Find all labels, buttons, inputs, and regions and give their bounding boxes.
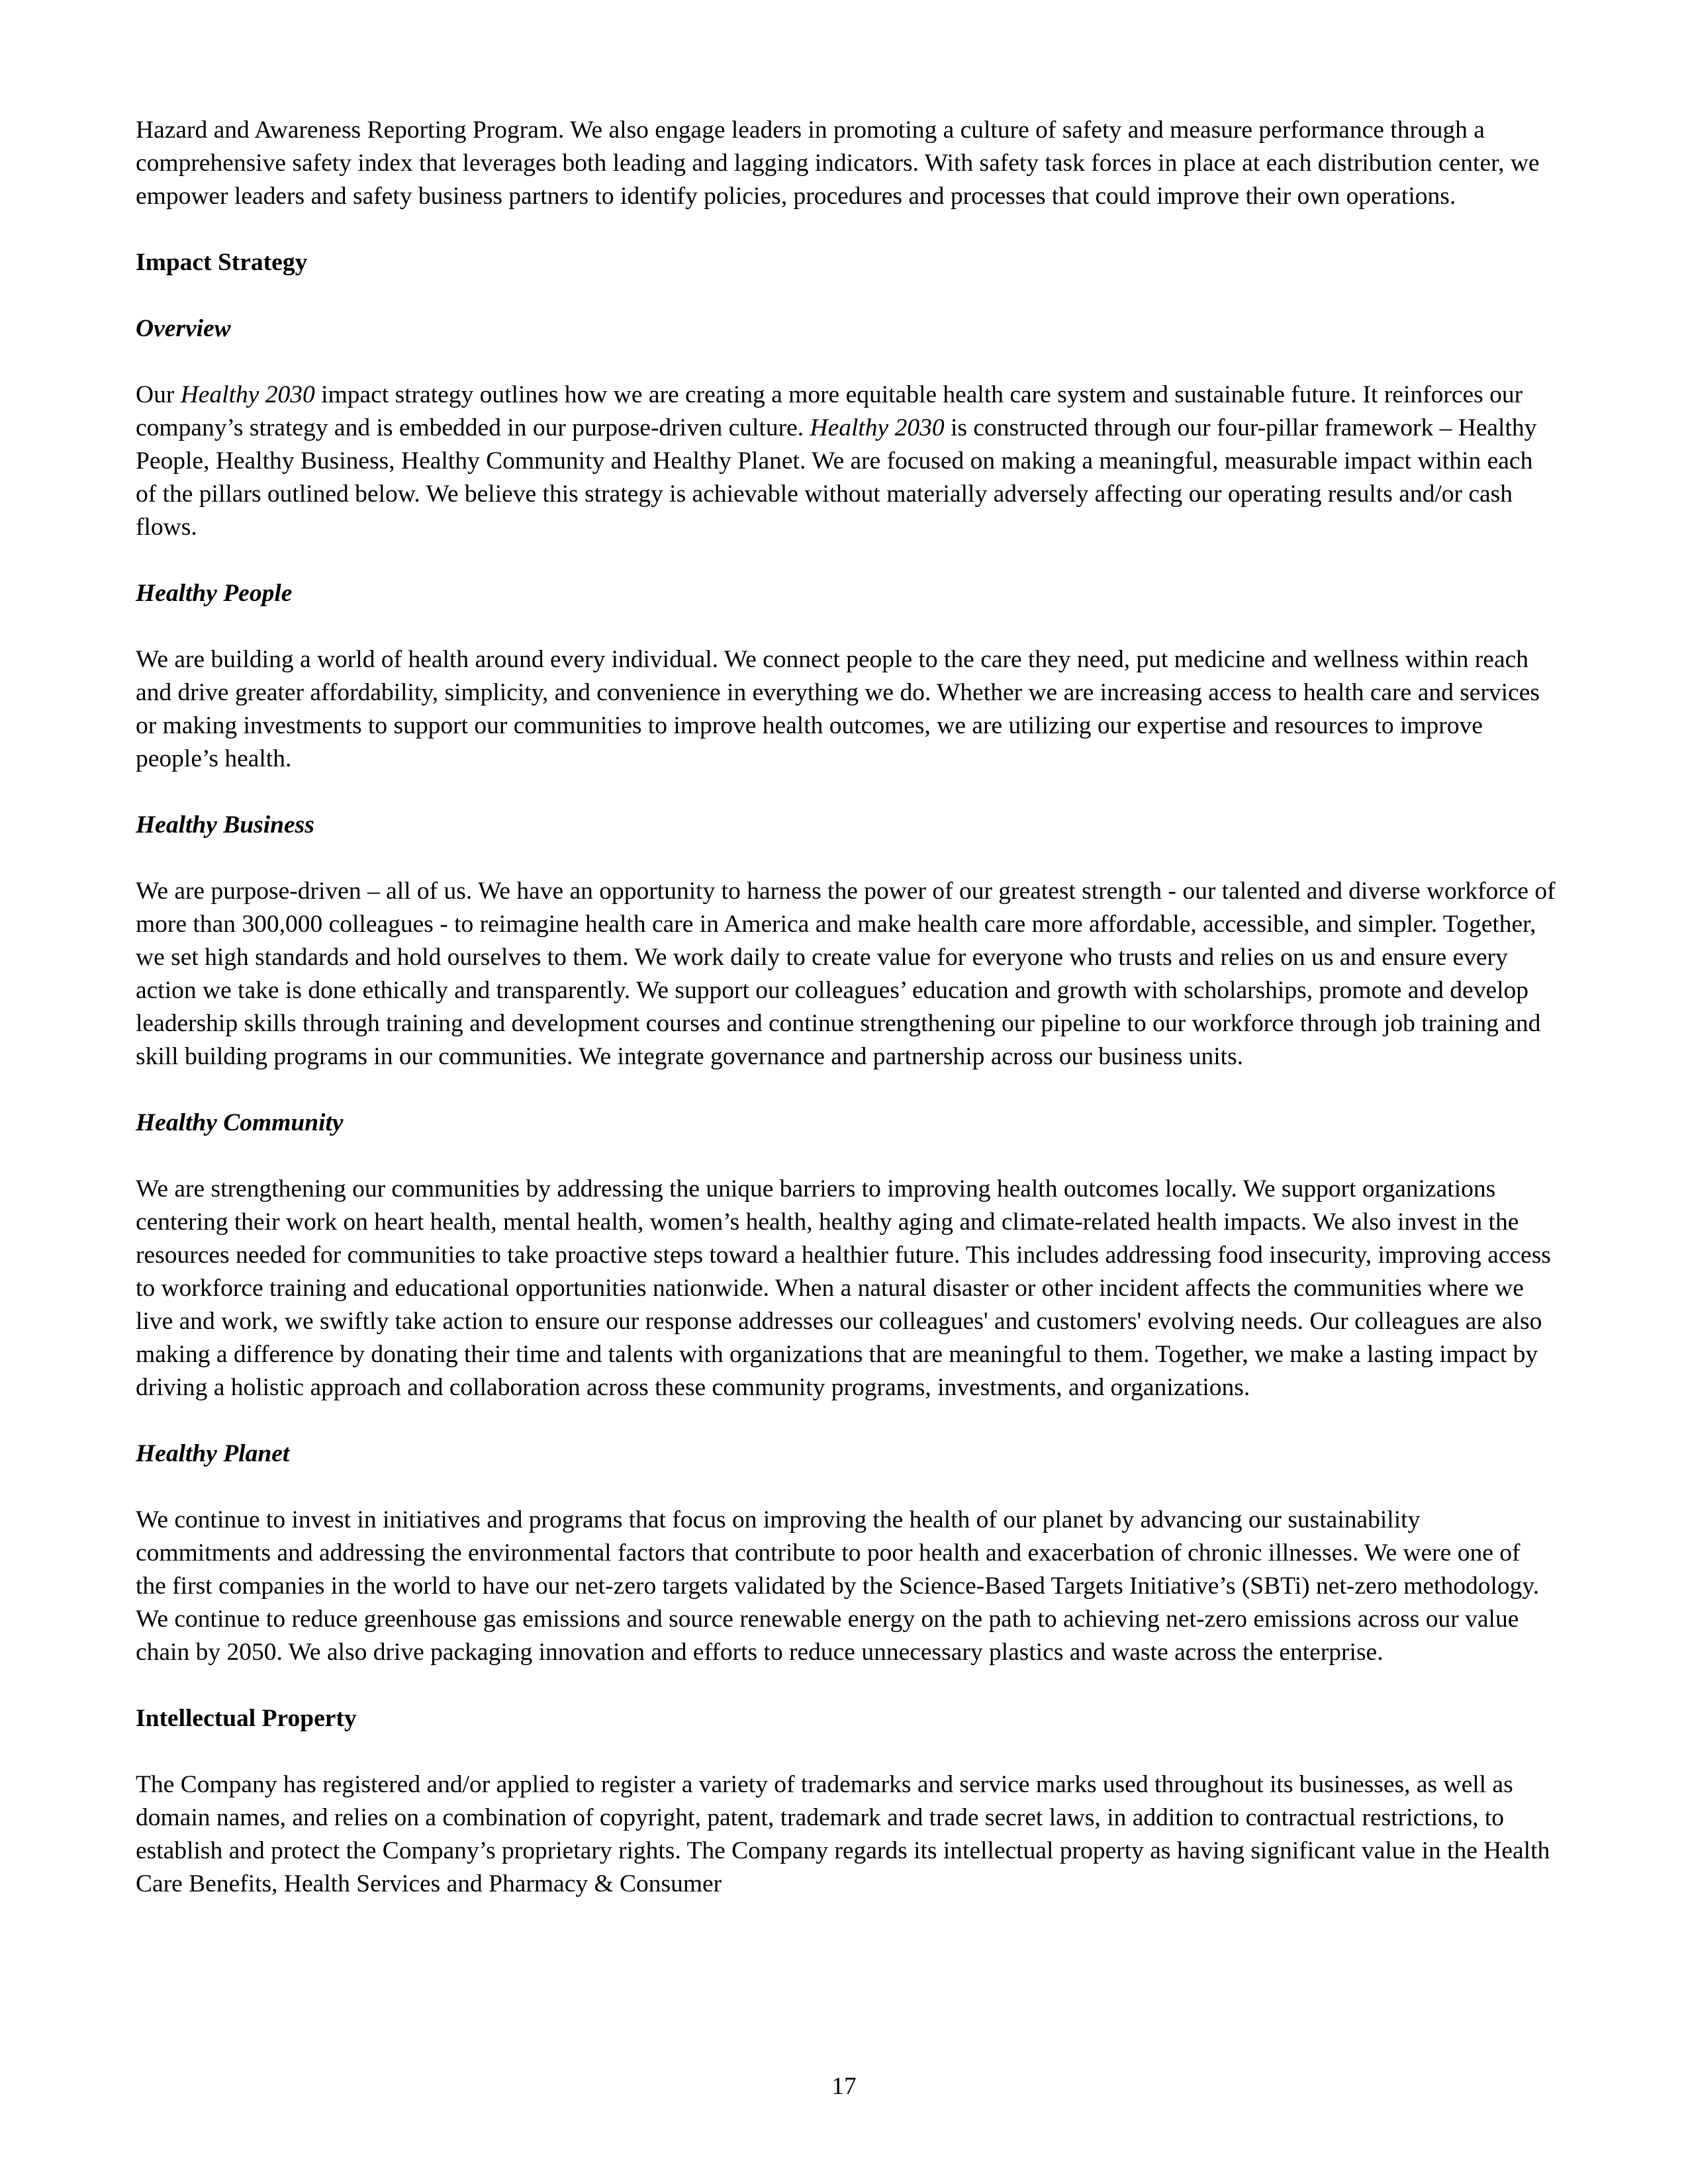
healthy-community-heading: Healthy Community xyxy=(136,1109,344,1136)
healthy-people-heading: Healthy People xyxy=(136,580,293,607)
page-number: 17 xyxy=(831,2073,857,2100)
healthy-community-paragraph: We are strengthening our communities by addressing the unique barriers to improving health outcomes locally. We support organizations centering their work on heart health, mental health, women’s health, healthy aging and climate-related health impacts. We also invest in the resources needed for communities to take proactive steps toward a healthier future. This includes addressing food insecurity, improving access to workforce training and educational opportunities nationwide. When a natural disaster or other incident affects the communities where we live and work, we swiftly take action to ensure our response addresses our colleagues' and customers' evolving needs. Our colleagues are also making a difference by donating their time and talents with organizations that are meaningful to them. Together, we make a lasting impact by driving a holistic approach and collaboration across these community programs, investments, and organizations. xyxy=(136,1175,1551,1401)
intellectual-property-paragraph: The Company has registered and/or applied to register a variety of trademarks and service marks used throughout its businesses, as well as domain names, and relies on a combination of copyright, patent, trademark and trade secret laws, in addition to contractual restrictions, to establish and protect the Company’s proprietary rights. The Company regards its intellectual property as having significant value in the Health Care Benefits, Health Services and Pharmacy & Consumer xyxy=(136,1771,1550,1897)
healthy-business-paragraph: We are purpose-driven – all of us. We have an opportunity to harness the power of our greatest strength - our talented and diverse workforce of more than 300,000 colleagues - to reimagine health care in America and make health care more affordable, accessible, and simpler. Together, we set high standards and hold ourselves to them. We work daily to create value for everyone who trusts and relies on us and ensure every action we take is done ethically and transparently. We support our colleagues’ education and growth with scholarships, promote and develop leadership skills through training and development courses and continue strengthening our pipeline to our workforce through job training and skill building programs in our communities. We integrate governance and partnership across our business units. xyxy=(136,878,1556,1070)
healthy-business-heading: Healthy Business xyxy=(136,811,314,839)
overview-paragraph xyxy=(136,379,1556,544)
document-page xyxy=(136,114,1556,1901)
overview-heading: Overview xyxy=(136,315,231,342)
intellectual-property-heading: Intellectual Property xyxy=(136,1705,357,1732)
healthy-2030-emphasis: Healthy 2030 xyxy=(180,381,315,408)
healthy-planet-heading: Healthy Planet xyxy=(136,1440,290,1467)
healthy-2030-emphasis-2: Healthy 2030 xyxy=(810,414,945,441)
impact-strategy-heading: Impact Strategy xyxy=(136,249,308,276)
healthy-people-paragraph: We are building a world of health around every individual. We connect people to the care they need, put medicine and wellness within reach and drive greater affordability, simplicity, and convenience in everything we do. Whether we are increasing access to health care and services or making investments to support our communities to improve health outcomes, we are utilizing our expertise and resources to improve people’s health. xyxy=(136,646,1540,772)
overview-text-2: impact strategy outlines how we are creating a more equitable health care system and sustainable future. It reinforces our company’s strategy and is embedded in our purpose-driven culture. xyxy=(136,381,1523,441)
intro-paragraph: Hazard and Awareness Reporting Program. We also engage leaders in promoting a culture of safety and measure performance through a comprehensive safety index that leverages both leading and lagging indicators. With safety task forces in place at each distribution center, we empower leaders and safety business partners to identify policies, procedures and processes that could improve their own operations. xyxy=(136,116,1540,210)
overview-text-1: Our xyxy=(136,381,181,408)
overview-text-3: is constructed through our four-pillar framework – Healthy People, Healthy Business, Healthy Community and Healthy Planet. We are focused on making a meaningful, measurable impact within each of the pillars outlined below. We believe this strategy is achievable without materially adversely affecting our operating results and/or cash flows. xyxy=(136,414,1537,541)
healthy-planet-paragraph: We continue to invest in initiatives and programs that focus on improving the health of our planet by advancing our sustainability commitments and addressing the environmental factors that contribute to poor health and exacerbation of chronic illnesses. We were one of the first companies in the world to have our net-zero targets validated by the Science-Based Targets Initiative’s (SBTi) net-zero methodology. We continue to reduce greenhouse gas emissions and source renewable energy on the path to achieving net-zero emissions across our value chain by 2050. We also drive packaging innovation and efforts to reduce unnecessary plastics and waste across the enterprise. xyxy=(136,1506,1540,1666)
